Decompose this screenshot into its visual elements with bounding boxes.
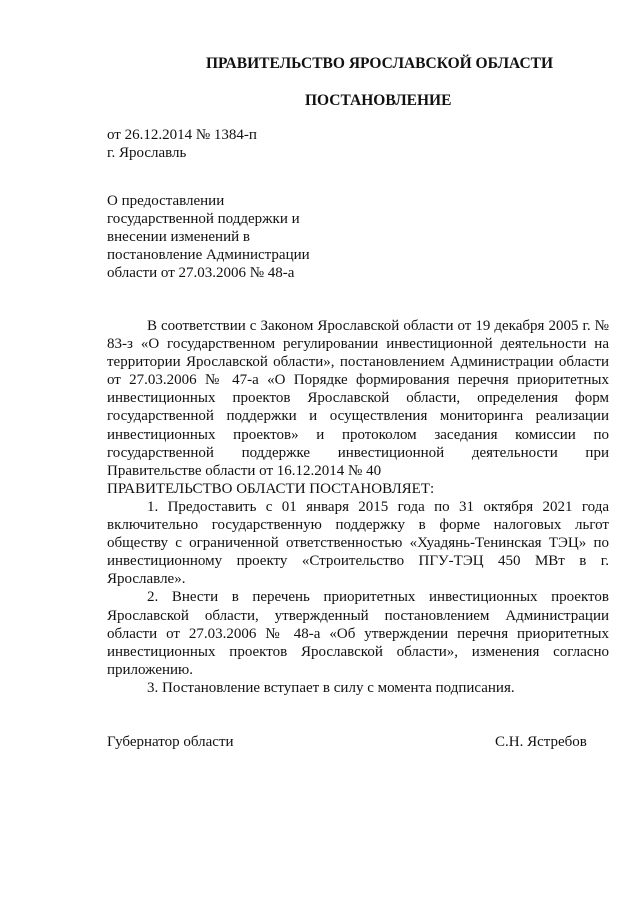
subject-line: государственной поддержки и [107, 211, 300, 227]
subject-line: постановление Администрации [107, 247, 310, 263]
subject-line: внесении изменений в [107, 229, 250, 245]
resolution-item-2: 2. Внести в перечень приоритетных инвестиционных проектов Ярославской области, утвержденный постановлением Администрации области от 27.03.2006 № 48-а «Об утверждении перечня приоритетных инвестиционных проектов Ярославской области», изменения согласно приложению. [107, 589, 609, 678]
preamble-paragraph: В соответствии с Законом Ярославской области от 19 декабря 2005 г. № 83-з «О государственном регулировании инвестиционной деятельности на территории Ярославской области», постановлением Администрации области от 27.03.2006 № 47-а «О Порядке формирования перечня приоритетных инвестиционных проектов Ярославской области, определения форм государственной поддержки и осуществления мониторинга реализации инвестиционных проектов» и протоколом заседания комиссии по государственной поддержке инвестиционной деятельности при Правительстве области от 16.12.2014 № 40 [107, 318, 609, 479]
resolution-item-1: 1. Предоставить с 01 января 2015 года по 31 октября 2021 года включительно государственную поддержку в форме налоговых льгот обществу с ограниченной ответственностью «Хуадянь-Тенинская ТЭЦ» по инвестиционному проекту «Строительство ПГУ-ТЭЦ 450 МВт в г. Ярославле». [107, 498, 609, 588]
document-subject [107, 192, 337, 282]
date-number: от 26.12.2014 № 1384-п [107, 127, 257, 143]
government-title: ПРАВИТЕЛЬСТВО ЯРОСЛАВСКОЙ ОБЛАСТИ [206, 55, 554, 72]
signatory-name: С.Н. Ястребов [495, 734, 587, 750]
resolution-item-3: 3. Постановление вступает в силу с момента подписания. [147, 679, 515, 696]
document-meta [107, 126, 407, 162]
document-type: ПОСТАНОВЛЕНИЕ [305, 92, 452, 109]
subject-line: области от 27.03.2006 № 48-а [107, 265, 295, 281]
document-body [107, 317, 609, 697]
signatory-title: Губернатор области [107, 734, 234, 750]
city: г. Ярославль [107, 145, 187, 161]
subject-line: О предоставлении [107, 193, 225, 209]
resolves-line: ПРАВИТЕЛЬСТВО ОБЛАСТИ ПОСТАНОВЛЯЕТ: [107, 480, 435, 497]
